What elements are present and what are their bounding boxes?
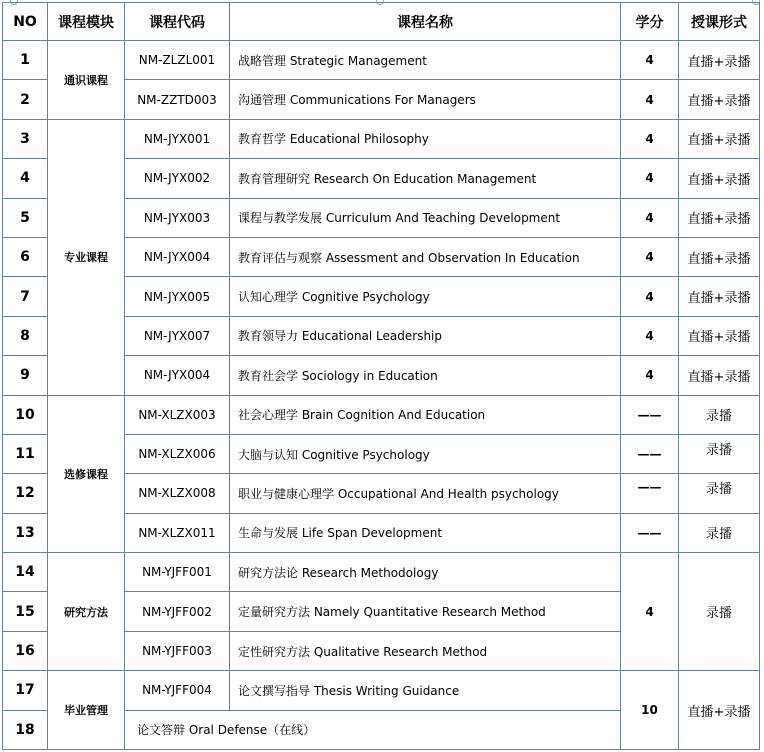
table-row (3, 395, 760, 434)
row-no: 5 (3, 198, 48, 237)
row-no: 18 (3, 710, 48, 749)
header-row (3, 3, 760, 41)
course-name: 认知心理学 Cognitive Psychology (230, 277, 621, 316)
course-credit: 4 (621, 316, 679, 355)
module-graduation: 毕业管理 (48, 671, 125, 750)
course-code: NM-JYX004 (125, 237, 230, 276)
course-name: 教育哲学 Educational Philosophy (230, 119, 621, 158)
course-mode: 录播 (679, 513, 760, 552)
row-no: 8 (3, 316, 48, 355)
course-credit: 4 (621, 119, 679, 158)
course-mode: 直播+录播 (679, 41, 760, 80)
course-mode-label: 录播 (705, 481, 732, 497)
table-row (3, 671, 760, 710)
course-code: NM-JYX005 (125, 277, 230, 316)
course-credit: —— (621, 513, 679, 552)
oral-defense: 论文答辩 Oral Defense（在线） (125, 710, 621, 749)
table-row (3, 119, 760, 158)
row-no: 17 (3, 671, 48, 710)
course-credit: 4 (621, 80, 679, 119)
research-credit: 4 (621, 553, 679, 671)
header-module: 课程模块 (48, 3, 125, 41)
row-no: 2 (3, 80, 48, 119)
row-no: 16 (3, 631, 48, 670)
row-no: 12 (3, 474, 48, 513)
row-no: 15 (3, 592, 48, 631)
graduation-credit: 10 (621, 671, 679, 750)
course-name: 社会心理学 Brain Cognition And Education (230, 395, 621, 434)
course-code: NM-ZZTD003 (125, 80, 230, 119)
header-mode: 授课形式 (679, 3, 760, 41)
row-no: 6 (3, 237, 48, 276)
course-code: NM-JYX007 (125, 316, 230, 355)
row-no: 4 (3, 159, 48, 198)
header-code: 课程代码 (125, 3, 230, 41)
course-name: 教育领导力 Educational Leadership (230, 316, 621, 355)
course-credit: —— (621, 395, 679, 434)
course-name: 教育评估与观察 Assessment and Observation In Education (230, 237, 621, 276)
course-credit: 4 (621, 159, 679, 198)
module-general: 通识课程 (48, 41, 125, 120)
module-elective: 选修课程 (48, 395, 125, 553)
course-credit: 4 (621, 237, 679, 276)
course-code: NM-ZLZL001 (125, 41, 230, 80)
course-mode: 直播+录播 (679, 237, 760, 276)
course-code: NM-JYX002 (125, 159, 230, 198)
row-no: 13 (3, 513, 48, 552)
course-mode (679, 474, 760, 513)
course-code: NM-YJFF002 (125, 592, 230, 631)
course-name: 职业与健康心理学 Occupational And Health psychology (230, 474, 621, 513)
course-code: NM-YJFF001 (125, 553, 230, 592)
course-mode: 直播+录播 (679, 277, 760, 316)
course-code: NM-XLZX008 (125, 474, 230, 513)
course-credit (621, 474, 679, 513)
row-no: 10 (3, 395, 48, 434)
course-name: 研究方法论 Research Methodology (230, 553, 621, 592)
course-code: NM-YJFF003 (125, 631, 230, 670)
course-code: NM-YJFF004 (125, 671, 230, 710)
row-no: 7 (3, 277, 48, 316)
table-row (3, 553, 760, 592)
course-name: 沟通管理 Communications For Managers (230, 80, 621, 119)
course-mode: 直播+录播 (679, 316, 760, 355)
course-credit: —— (621, 434, 679, 473)
course-code: NM-XLZX006 (125, 434, 230, 473)
course-name: 战略管理 Strategic Management (230, 41, 621, 80)
header-no: NO (3, 3, 48, 41)
course-mode: 录播 (679, 395, 760, 434)
row-no: 9 (3, 356, 48, 395)
header-name: 课程名称 (230, 3, 621, 41)
course-code: NM-XLZX011 (125, 513, 230, 552)
row-no: 14 (3, 553, 48, 592)
module-research: 研究方法 (48, 553, 125, 671)
course-mode: 直播+录播 (679, 80, 760, 119)
table-row (3, 41, 760, 80)
course-code: NM-JYX001 (125, 119, 230, 158)
course-credit: 4 (621, 277, 679, 316)
course-name: 教育管理研究 Research On Education Management (230, 159, 621, 198)
course-name: 大脑与认知 Cognitive Psychology (230, 434, 621, 473)
course-name: 论文撰写指导 Thesis Writing Guidance (230, 671, 621, 710)
course-mode: 直播+录播 (679, 356, 760, 395)
course-table (2, 2, 760, 750)
research-mode: 录播 (679, 553, 760, 671)
course-mode-label: 录播 (705, 442, 732, 458)
course-mode: 直播+录播 (679, 159, 760, 198)
course-mode: 直播+录播 (679, 119, 760, 158)
course-mode: 直播+录播 (679, 198, 760, 237)
course-name: 定性研究方法 Qualitative Research Method (230, 631, 621, 670)
course-code: NM-JYX004 (125, 356, 230, 395)
course-credit: 4 (621, 356, 679, 395)
row-no: 11 (3, 434, 48, 473)
course-code: NM-XLZX003 (125, 395, 230, 434)
course-name: 定量研究方法 Namely Quantitative Research Method (230, 592, 621, 631)
course-credit: 4 (621, 41, 679, 80)
header-credit: 学分 (621, 3, 679, 41)
row-no: 3 (3, 119, 48, 158)
course-name: 课程与教学发展 Curriculum And Teaching Development (230, 198, 621, 237)
course-code: NM-JYX003 (125, 198, 230, 237)
course-name: 教育社会学 Sociology in Education (230, 356, 621, 395)
course-credit-label: —— (637, 480, 662, 495)
course-credit: 4 (621, 198, 679, 237)
graduation-mode: 直播+录播 (679, 671, 760, 750)
course-name: 生命与发展 Life Span Development (230, 513, 621, 552)
course-mode (679, 434, 760, 473)
row-no: 1 (3, 41, 48, 80)
module-major: 专业课程 (48, 119, 125, 395)
